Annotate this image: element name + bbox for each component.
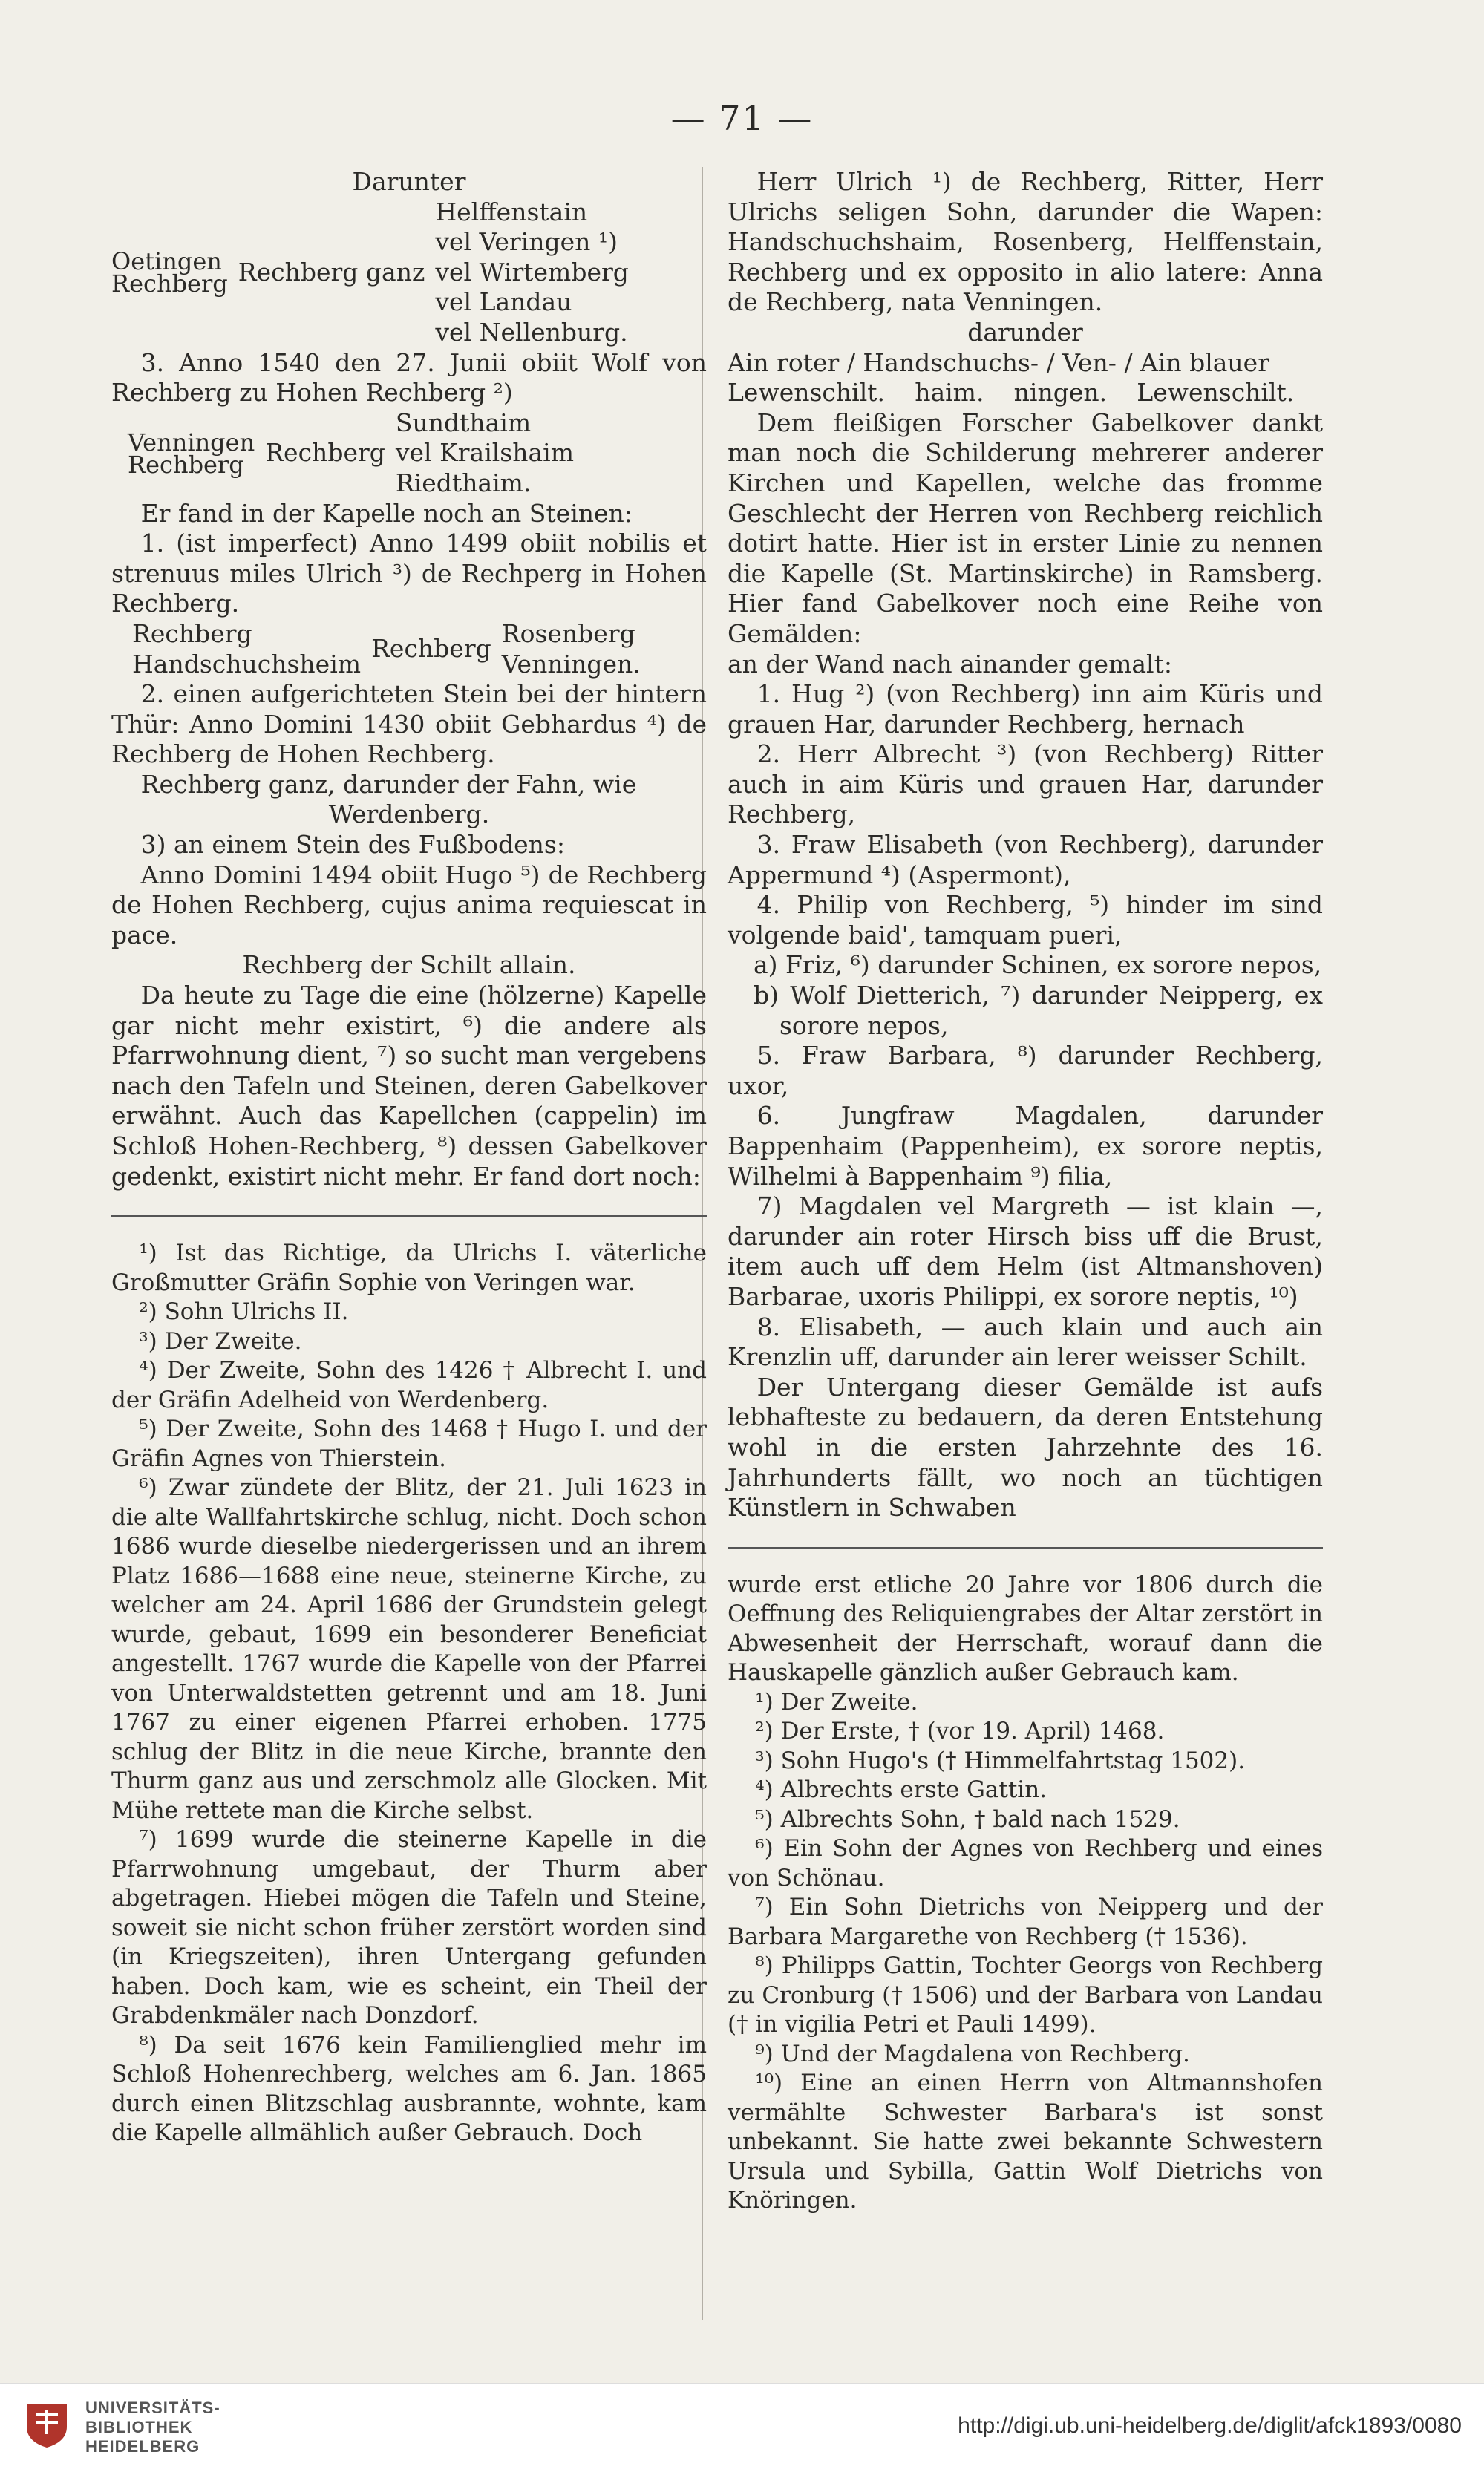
footnote: ⁴) Der Zweite, Sohn des 1426 † Albrecht I. und der Gräfin Adelheid von Werdenberg.	[111, 1357, 707, 1413]
venningen-options	[396, 408, 574, 499]
label-handschuchsheim: Handschuchsheim	[132, 649, 362, 679]
library-name-line: BIBLIOTHEK	[85, 2418, 193, 2436]
wapen-line: Lewenschilt. haim. ningen. Lewenschilt.	[728, 378, 1295, 408]
label-rechberg-mid: Rechberg	[265, 438, 385, 468]
footnote: ⁵) Albrechts Sohn, † bald nach 1529.	[755, 1805, 1180, 1833]
footnote: ⁵) Der Zweite, Sohn des 1468 † Hugo I. und der Gräfin Agnes von Thierstein.	[111, 1416, 707, 1472]
list-item: 4. Philip von Rechberg, ⁵) hinder im sind volgende baid', tamquam pueri,	[728, 890, 1323, 949]
footnote: ¹) Ist das Richtige, da Ulrichs I. väterliche Großmutter Gräfin Sophie von Veringen war.	[111, 1240, 707, 1296]
footnote-rule	[111, 1215, 707, 1217]
footnote: ⁷) 1699 wurde die steinerne Kapelle in die Pfarrwohnung umgebaut, der Thurm aber abgetragen. Hiebei mögen die Tafeln und Steine, soweit sie nicht schon früher zerstört worden sind (in Kriegszeiten), ihren Untergang gefunden haben. Doch kam, wie es scheint, ein Theil der Grabdenkmäler nach Donzdorf.	[111, 1826, 707, 2030]
list-item: 2. Herr Albrecht ³) (von Rechberg) Ritter auch in aim Küris und grauen Har, darunder Rechberg,	[728, 739, 1323, 829]
left-column	[111, 167, 707, 2148]
venningen-labels	[111, 428, 255, 479]
paragraph: 2. einen aufgerichteten Stein bei der hintern Thür: Anno Domini 1430 obiit Gebhardus ⁴) de Rechberg de Hohen Rechberg.	[111, 679, 707, 769]
library-name-line: HEIDELBERG	[85, 2437, 200, 2456]
paragraph: Herr Ulrich ¹) de Rechberg, Ritter, Herr Ulrichs seligen Sohn, darunder die Wapen: Handschuchshaim, Rosenberg, Helffenstain, Rechberg und ex opposito in alio latere: Anna de Rechberg, nata Venningen.	[728, 167, 1323, 317]
paragraph: 1. (ist imperfect) Anno 1499 obiit nobilis et strenuus miles Ulrich ³) de Rechperg in Hohen Rechberg.	[111, 529, 707, 618]
footnote: ⁸) Da seit 1676 kein Familienglied mehr im Schloß Hohenrechberg, welches am 6. Jan. 1865 durch einen Blitzschlag ausbrannte, wohnte, kam die Kapelle allmählich außer Gebrauch. Doch	[111, 2031, 707, 2147]
label-rechberg: Rechberg	[111, 269, 228, 298]
heading-darunter: Darunter	[352, 167, 466, 196]
option-line: vel Krailshaim	[395, 438, 575, 468]
heraldry-block-handschuchsheim	[111, 619, 707, 679]
heraldry-block-oetingen	[111, 197, 707, 348]
footnote: ³) Der Zweite.	[139, 1327, 302, 1355]
option-line: vel Landau	[435, 287, 572, 317]
label-rechberg: Rechberg	[132, 618, 252, 648]
option-line: Sundthaim	[395, 408, 532, 437]
oetingen-options	[435, 197, 629, 348]
university-library-logo-icon	[21, 2397, 73, 2449]
footnote: ⁸) Philipps Gattin, Tochter Georgs von Rechberg zu Cronburg († 1506) und der Barbara von Landau († in vigilia Petri et Pauli 1499).	[728, 1952, 1323, 2038]
paragraph: Der Untergang dieser Gemälde ist aufs lebhafteste zu bedauern, da deren Entstehung wohl in die ersten Jahrzehnte des 16. Jahrhunderts fällt, wo noch an tüchtigen Künstlern in Schwaben	[728, 1372, 1323, 1523]
footnote: ³) Sohn Hugo's († Himmelfahrtstag 1502).	[755, 1747, 1246, 1774]
footnote-rule	[728, 1547, 1323, 1549]
list-subitem: b) Wolf Dietterich, ⁷) darunder Neipperg, ex sorore nepos,	[754, 981, 1323, 1040]
paragraph: Er fand in der Kapelle noch an Steinen:	[140, 498, 633, 528]
footer-bar	[0, 2383, 1484, 2472]
permalink-url[interactable]: http://digi.ub.uni-heidelberg.de/diglit/afck1893/0080	[958, 2413, 1462, 2438]
handschuchsheim-labels	[132, 619, 361, 679]
library-name	[85, 2399, 220, 2456]
wapen-line: Ain roter / Handschuchs- / Ven- / Ain blauer	[728, 347, 1269, 377]
list-item: 7) Magdalen vel Margreth — ist klain —, darunder ain roter Hirsch biss uff die Brust, item auch uff dem Helm (ist Altmanshoven) Barbarae, uxoris Philippi, ex sorore neptis, ¹⁰)	[728, 1191, 1323, 1311]
option-line: vel Veringen ¹)	[435, 227, 618, 257]
paragraph: Rechberg ganz, darunder der Fahn, wie	[140, 769, 637, 799]
option-line: vel Wirtemberg	[435, 257, 629, 287]
page-number: — 71 —	[670, 98, 814, 138]
option-line: Venningen.	[501, 649, 641, 679]
option-line: Riedthaim.	[395, 468, 532, 497]
list-item: 1. Hug ²) (von Rechberg) inn aim Küris und grauen Har, darunder Rechberg, hernach	[728, 679, 1323, 739]
paragraph: 3. Anno 1540 den 27. Junii obiit Wolf von Rechberg zu Hohen Rechberg ²)	[111, 347, 707, 408]
right-column	[728, 167, 1323, 2216]
list-item: 6. Jungfraw Magdalen, darunder Bappenhaim (Pappenheim), ex sorore neptis, Wilhelmi à Bappenhaim ⁹) filia,	[728, 1101, 1323, 1191]
footnote: ⁹) Und der Magdalena von Rechberg.	[755, 2040, 1190, 2067]
list-item: 5. Fraw Barbara, ⁸) darunder Rechberg, uxor,	[728, 1041, 1323, 1100]
footnote: ¹) Der Zweite.	[755, 1688, 918, 1716]
label-oetingen: Oetingen	[111, 247, 222, 276]
paragraph: an der Wand nach ainander gemalt:	[728, 649, 1172, 679]
paragraph: Dem fleißigen Forscher Gabelkover dankt man noch die Schilderung mehrerer anderer Kirchen und Kapellen, welche das fromme Geschlecht der Herren von Rechberg reichlich dotirt hatte. Hier ist in erster Linie zu nennen die Kapelle (St. Martinskirche) in Ramsberg. Hier fand Gabelkover noch eine Reihe von Gemälden:	[728, 408, 1323, 648]
list-item: 3. Fraw Elisabeth (von Rechberg), darunder Appermund ⁴) (Aspermont),	[728, 830, 1323, 889]
label-rechberg-ganz: Rechberg ganz	[238, 257, 425, 287]
library-name-line: UNIVERSITÄTS-	[85, 2399, 220, 2417]
paragraph: Anno Domini 1494 obiit Hugo ⁵) de Rechberg de Hohen Rechberg, cujus anima requiescat in pace.	[111, 860, 707, 949]
footnote: ²) Sohn Ulrichs II.	[139, 1298, 349, 1326]
option-line: Rosenberg	[501, 618, 635, 648]
centered-line: Werdenberg.	[328, 800, 490, 829]
footnote: ⁷) Ein Sohn Dietrichs von Neipperg und der Barbara Margarethe von Rechberg († 1536).	[728, 1894, 1323, 1950]
paragraph: 3) an einem Stein des Fußbodens:	[140, 830, 565, 860]
right-footnotes	[728, 1571, 1323, 2216]
left-footnotes	[111, 1239, 707, 2148]
footnote: ⁴) Albrechts erste Gattin.	[755, 1776, 1047, 1804]
centered-line: darunder	[967, 317, 1083, 347]
oetingen-labels	[111, 247, 228, 298]
heraldry-block-venningen	[111, 408, 707, 499]
label-rechberg: Rechberg	[128, 450, 244, 479]
handschuchsheim-options	[502, 619, 641, 679]
footnote: ¹⁰) Eine an einen Herrn von Altmannshofen vermählte Schwester Barbara's ist sonst unbekannt. Sie hatte zwei bekannte Schwestern Ursula und Sybilla, Gattin Wolf Dietrichs von Knöringen.	[728, 2070, 1323, 2214]
paragraph: Da heute zu Tage die eine (hölzerne) Kapelle gar nicht mehr existirt, ⁶) die andere als Pfarrwohnung dient, ⁷) so sucht man vergebens nach den Tafeln und Steinen, deren Gabelkover erwähnt. Auch das Kapellchen (cappelin) im Schloß Hohen-Rechberg, ⁸) dessen Gabelkover gedenkt, existirt nicht mehr. Er fand dort noch:	[111, 981, 707, 1191]
label-venningen: Venningen	[128, 428, 255, 457]
label-rechberg-mid: Rechberg	[371, 634, 491, 664]
option-line: vel Nellenburg.	[435, 317, 628, 347]
footnote: ⁶) Zwar zündete der Blitz, der 21. Juli 1623 in die alte Wallfahrtskirche schlug, nicht. Doch schon 1686 wurde dieselbe niedergerissen und an ihrem Platz 1686—1688 eine neue, steinerne Kirche, zu welcher am 24. April 1686 der Grundstein gelegt wurde, gebaut, 1699 ein besonderer Beneficiat angestellt. 1767 wurde die Kapelle von der Pfarrei von Unterwaldstetten getrennt und am 18. Juni 1767 zu einer eigenen Pfarrei erhoben. 1775 schlug der Blitz in die neue Kirche, brannte den Thurm ganz aus und zerschmolz alle Glocken. Mit Mühe rettete man die Kirche selbst.	[111, 1474, 707, 1824]
footnote: ⁶) Ein Sohn der Agnes von Rechberg und eines von Schönau.	[728, 1835, 1323, 1891]
centered-line: Rechberg der Schilt allain.	[242, 950, 576, 980]
list-item: 8. Elisabeth, — auch klain und auch ain Krenzlin uff, darunder ain lerer weisser Schilt.	[728, 1312, 1323, 1372]
list-subitem: a) Friz, ⁶) darunder Schinen, ex sorore nepos,	[754, 950, 1322, 980]
footnote: ²) Der Erste, † (vor 19. April) 1468.	[755, 1718, 1165, 1745]
option-line: Helffenstain	[435, 197, 588, 226]
footnote-continuation: wurde erst etliche 20 Jahre vor 1806 durch die Oeffnung des Reliquiengrabes der Altar zerstört in Abwesenheit der Herrschaft, worauf dann die Hauskapelle gänzlich außer Gebrauch kam.	[728, 1571, 1323, 1687]
